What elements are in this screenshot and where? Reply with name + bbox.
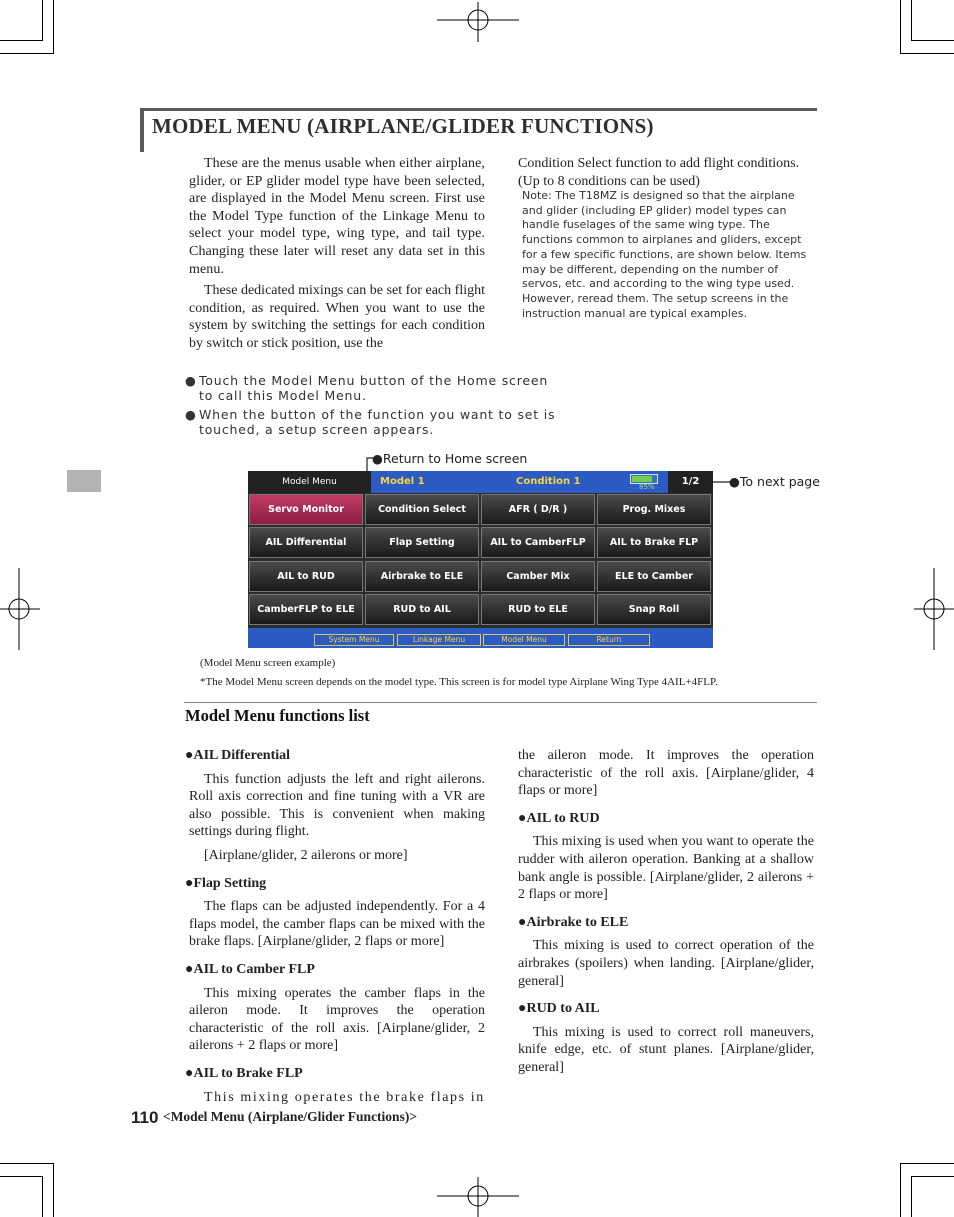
camber-mix-button[interactable]: Camber Mix [481, 561, 595, 592]
prog-mixes-button[interactable]: Prog. Mixes [597, 494, 711, 525]
rud-to-ele-button[interactable]: RUD to ELE [481, 594, 595, 625]
page-indicator-button[interactable]: 1/2 [668, 471, 713, 493]
section-divider [184, 702, 817, 703]
function-description: This mixing operates the camber flaps in the aileron mode. It improves the operation characteristic of the roll axis. [Airplane/glider, 2 ailerons + 2 flaps or more] [189, 985, 485, 1054]
intro-right: Condition Select function to add flight conditions. (Up to 8 conditions can be used) [518, 156, 800, 189]
return-button[interactable]: Return [568, 634, 650, 646]
afr-dr-button[interactable]: AFR ( D/R ) [481, 494, 595, 525]
functions-right-column [518, 747, 814, 1077]
screen-footer [248, 628, 713, 648]
camberflp-to-ele-button[interactable]: CamberFLP to ELE [249, 594, 363, 625]
ele-to-camber-button[interactable]: ELE to Camber [597, 561, 711, 592]
servo-monitor-button[interactable]: Servo Monitor [249, 494, 363, 525]
page-title: MODEL MENU (AIRPLANE/GLIDER FUNCTIONS) [152, 114, 654, 138]
function-heading: ●Flap Setting [185, 875, 267, 891]
function-description: This mixing operates the brake flaps in [204, 1089, 485, 1105]
model-name: Model 1 [380, 476, 425, 487]
function-description: This mixing is used to correct operation of the airbrakes (spoilers) when landing. [Airplane/glider, general] [518, 938, 814, 989]
intro-paragraph-1: These are the menus usable when either airplane, glider, or EP glider model type have been selected, are displayed in the Model Menu screen. First use the Model Type function of the Linkage Menu to select your model type, wing type, and tail type. Changing these later will reset any data set in this menu. [189, 156, 485, 277]
snap-roll-button[interactable]: Snap Roll [597, 594, 711, 625]
section-title: Model Menu functions list [185, 706, 370, 725]
model-menu-button[interactable]: Model Menu [483, 634, 565, 646]
function-description: [Airplane/glider, 2 ailerons or more] [204, 847, 408, 863]
function-heading: ●AIL to Brake FLP [185, 1065, 303, 1081]
registration-mark-bottom [437, 1177, 519, 1217]
linkage-menu-button[interactable]: Linkage Menu [397, 634, 481, 646]
function-heading: ●AIL to Camber FLP [185, 961, 315, 977]
instruction-bullets [185, 374, 565, 442]
battery-percent: 85% [639, 483, 655, 491]
ail-to-rud-button[interactable]: AIL to RUD [249, 561, 363, 592]
condition-select-button[interactable]: Condition Select [365, 494, 479, 525]
intro-paragraph-2: These dedicated mixings can be set for each flight condition, as required. When you want to use the system by switching the settings for each condition by switch or stick position, use the [189, 283, 485, 351]
return-home-callout: ●Return to Home screen [372, 451, 528, 466]
functions-left-column [185, 747, 485, 1106]
ail-to-brakeflp-button[interactable]: AIL to Brake FLP [597, 527, 711, 558]
next-page-callout: ●To next page [729, 474, 820, 489]
bullet-item: ● Touch the Model Menu button of the Home screen to call this Model Menu. [185, 373, 549, 403]
footer-title: <Model Menu (Airplane/Glider Functions)> [163, 1109, 418, 1124]
system-menu-button[interactable]: System Menu [314, 634, 394, 646]
page-title-bar [140, 108, 817, 152]
rud-to-ail-button[interactable]: RUD to AIL [365, 594, 479, 625]
function-description: This function adjusts the left and right ailerons. Roll axis correction and fine tuning with a VR are also possible. This is convenient when making settings during flight. [189, 771, 485, 840]
intro-left [189, 155, 485, 353]
menu-label[interactable]: Model Menu [248, 471, 371, 493]
function-description: This mixing is used to correct roll maneuvers, knife edge, etc. of stunt planes. [Airplane/glider, general] [518, 1024, 814, 1075]
registration-mark-top [437, 2, 519, 42]
function-description: the aileron mode. It improves the operation characteristic of the roll axis. [Airplane/glider, 4 flaps or more] [518, 748, 814, 799]
function-heading: ●AIL to RUD [518, 810, 600, 826]
function-heading: ●Airbrake to ELE [518, 914, 629, 930]
bullet-item: ● When the button of the function you want to set is touched, a setup screen appears. [185, 407, 556, 437]
screen-header [371, 471, 668, 493]
ail-differential-button[interactable]: AIL Differential [249, 527, 363, 558]
function-description: This mixing is used when you want to operate the rudder with aileron operation. Banking at a shallow bank angle is possible. [Airplane/glider, 2 ailerons + 2 flaps or more] [518, 834, 814, 903]
registration-mark-right [914, 568, 954, 650]
page-number: 110 [131, 1108, 159, 1127]
note-text: Note: The T18MZ is designed so that the airplane and glider (including EP glider) model types can handle fuselages of the same wing type. The functions common to airplanes and gliders, except for a few specific functions, are shown below. Items may be different, depending on the number of servos, etc. and according to the wing type used. However, reread them. The setup screens in the instruction manual are typical examples. [522, 189, 807, 320]
side-tab [67, 470, 101, 492]
ail-to-camberflp-button[interactable]: AIL to CamberFLP [481, 527, 595, 558]
airbrake-to-ele-button[interactable]: Airbrake to ELE [365, 561, 479, 592]
condition-name: Condition 1 [516, 476, 581, 487]
screen-footnote: *The Model Menu screen depends on the model type. This screen is for model type Airplane Wing Type 4AIL+4FLP. [200, 676, 718, 688]
flap-setting-button[interactable]: Flap Setting [365, 527, 479, 558]
function-heading: ●AIL Differential [185, 748, 291, 763]
function-heading: ●RUD to AIL [518, 1001, 600, 1017]
registration-mark-left [0, 568, 40, 650]
function-description: The flaps can be adjusted independently. For a 4 flaps model, the camber flaps can be mixed with the brake flaps. [Airplane/glider, 2 flaps or more] [189, 899, 485, 950]
screen-caption: (Model Menu screen example) [200, 657, 336, 669]
model-menu-screen [248, 471, 713, 648]
